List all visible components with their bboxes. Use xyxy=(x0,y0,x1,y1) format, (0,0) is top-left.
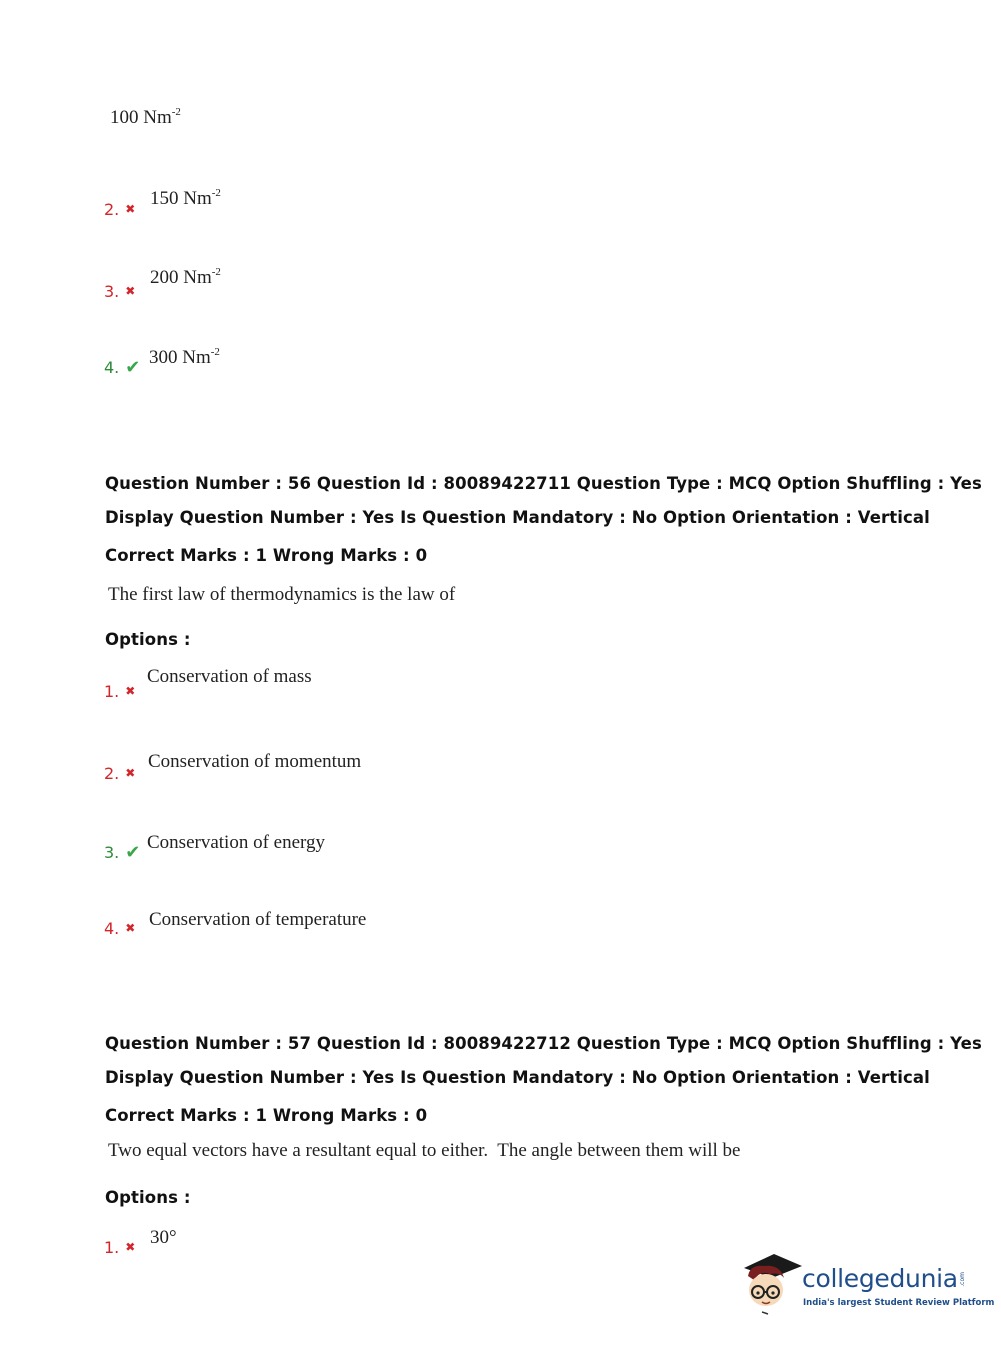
prev-option-4-number: 4. ✔ xyxy=(104,357,141,378)
cross-icon: ✖ xyxy=(125,684,136,698)
cross-icon: ✖ xyxy=(125,202,136,216)
collegedunia-logo xyxy=(740,1250,995,1320)
q56-options-label: Options : xyxy=(105,630,191,649)
q56-option-4: Conservation of temperature xyxy=(149,909,367,930)
prev-option-2-number: 2. ✖ xyxy=(104,200,136,219)
check-icon: ✔ xyxy=(125,357,141,378)
q57-question-text: Two equal vectors have a resultant equal to either. The angle between them will be xyxy=(108,1140,741,1161)
q56-option-3-number: 3. ✔ xyxy=(104,842,141,863)
mascot-icon xyxy=(740,1250,802,1316)
option-text: 300 Nm xyxy=(149,347,211,368)
prev-option-3-number: 3. ✖ xyxy=(104,282,136,301)
q57-option-1-number: 1. ✖ xyxy=(104,1238,136,1257)
q56-meta-line1: Question Number : 56 Question Id : 80089422711 Question Type : MCQ Option Shuffling : Yes xyxy=(105,474,982,493)
prev-option-3 xyxy=(150,267,221,289)
q56-question-text: The first law of thermodynamics is the law of xyxy=(108,584,456,605)
q57-meta-line1: Question Number : 57 Question Id : 80089422712 Question Type : MCQ Option Shuffling : Yes xyxy=(105,1034,982,1053)
check-icon: ✔ xyxy=(125,842,141,863)
logo-suffix: .com xyxy=(959,1272,966,1287)
q56-meta-line2: Display Question Number : Yes Is Question Mandatory : No Option Orientation : Vertical xyxy=(105,508,930,527)
cross-icon: ✖ xyxy=(125,284,136,298)
q56-option-2: Conservation of momentum xyxy=(148,751,362,772)
option-superscript: -2 xyxy=(211,187,221,199)
q56-option-3: Conservation of energy xyxy=(147,832,325,853)
q56-option-1-number: 1. ✖ xyxy=(104,682,136,701)
q56-option-4-number: 4. ✖ xyxy=(104,919,136,938)
option-text: 100 Nm xyxy=(110,107,172,128)
option-text: 150 Nm xyxy=(150,188,212,209)
q57-marks: Correct Marks : 1 Wrong Marks : 0 xyxy=(105,1106,428,1125)
cross-icon: ✖ xyxy=(125,766,136,780)
q56-option-1: Conservation of mass xyxy=(147,666,312,687)
logo-tagline: India's largest Student Review Platform xyxy=(803,1298,995,1308)
option-superscript: -2 xyxy=(211,266,221,278)
q57-meta-line2: Display Question Number : Yes Is Question Mandatory : No Option Orientation : Vertical xyxy=(105,1068,930,1087)
q56-option-2-number: 2. ✖ xyxy=(104,764,136,783)
q57-options-label: Options : xyxy=(105,1188,191,1207)
q57-option-1: 30° xyxy=(150,1227,177,1248)
cross-icon: ✖ xyxy=(125,921,136,935)
q56-marks: Correct Marks : 1 Wrong Marks : 0 xyxy=(105,546,428,565)
option-superscript: -2 xyxy=(171,106,181,118)
prev-option-1 xyxy=(110,107,181,129)
option-superscript: -2 xyxy=(210,346,220,358)
option-text: 200 Nm xyxy=(150,267,212,288)
cross-icon: ✖ xyxy=(125,1240,136,1254)
logo-name: collegedunia xyxy=(802,1264,958,1293)
prev-option-2 xyxy=(150,188,221,210)
prev-option-4 xyxy=(149,347,220,369)
